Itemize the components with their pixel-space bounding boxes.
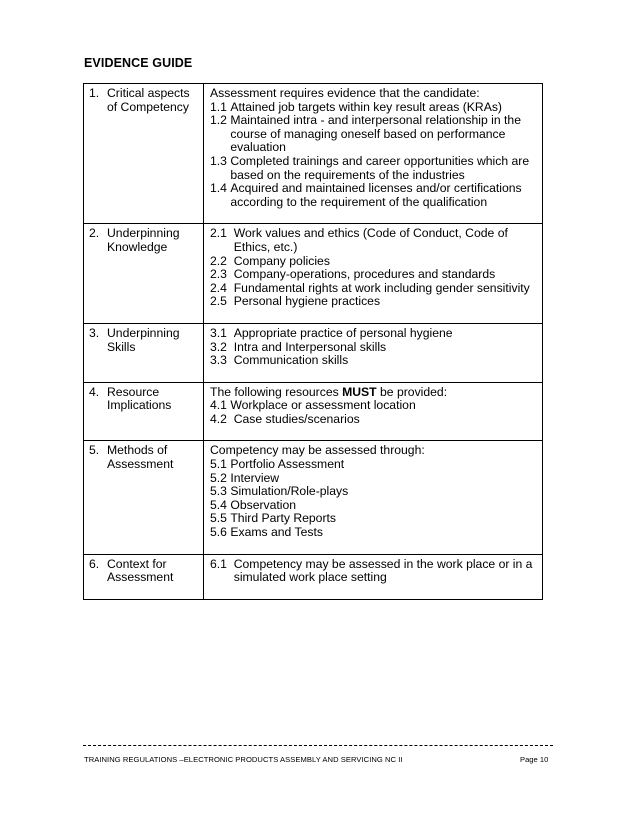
list-item <box>210 295 538 309</box>
list-item <box>210 101 538 115</box>
item-text: Fundamental rights at work including gender sensitivity <box>233 280 530 295</box>
item-number: 2.3 <box>210 267 234 282</box>
section-heading: EVIDENCE GUIDE <box>84 56 193 70</box>
item-number: 1.1 <box>210 99 231 114</box>
item-text: Completed trainings and career opportunities which are based on the requirements of the industries <box>230 153 530 182</box>
row-content-cell <box>204 323 543 382</box>
row-number: 3. <box>89 325 100 340</box>
item-text: Exams and Tests <box>230 525 323 540</box>
item-text: Communication skills <box>233 353 349 368</box>
table-row <box>84 323 543 382</box>
item-number: 2.4 <box>210 280 234 295</box>
row-label: Underpinning Skills <box>107 325 180 354</box>
list-item <box>210 268 538 282</box>
item-text: Intra and Interpersonal skills <box>233 339 387 354</box>
list-item <box>210 182 538 209</box>
row-intro: Competency may be assessed through: <box>210 443 425 458</box>
item-text: Workplace or assessment location <box>230 398 416 413</box>
row-number: 2. <box>89 226 100 241</box>
item-text: Interview <box>230 470 280 485</box>
item-number: 1.2 <box>210 113 231 128</box>
table-row <box>84 224 543 324</box>
item-number: 2.2 <box>210 253 234 268</box>
item-number: 2.1 <box>210 226 234 241</box>
list-item <box>210 282 538 296</box>
intro-emphasis: MUST <box>342 384 377 399</box>
item-text: Simulation/Role-plays <box>230 484 349 499</box>
list-item <box>210 341 538 355</box>
item-number: 4.2 <box>210 411 234 426</box>
item-text: Third Party Reports <box>230 511 337 526</box>
row-label-cell <box>84 323 204 382</box>
item-number: 5.4 <box>210 497 231 512</box>
list-item <box>210 485 538 499</box>
item-number: 4.1 <box>210 398 231 413</box>
row-number: 6. <box>89 556 100 571</box>
item-number: 5.6 <box>210 525 231 540</box>
list-item <box>210 512 538 526</box>
item-number: 5.3 <box>210 484 231 499</box>
list-item <box>210 114 538 155</box>
item-text: Appropriate practice of personal hygiene <box>233 325 453 340</box>
row-label: Methods of Assessment <box>107 443 174 472</box>
item-number: 5.2 <box>210 470 231 485</box>
table-row <box>84 554 543 599</box>
table-row <box>84 441 543 554</box>
list-item <box>210 526 538 540</box>
list-item <box>210 354 538 368</box>
evidence-guide-table <box>83 83 543 600</box>
item-text: Company-operations, procedures and standards <box>233 267 496 282</box>
list-item <box>210 327 538 341</box>
item-text: Competency may be assessed in the work place or in a simulated work place setting <box>233 556 533 585</box>
item-text: Acquired and maintained licenses and/or certifications according to the requirement of the qualification <box>230 181 522 209</box>
list-item <box>210 399 538 413</box>
item-number: 1.3 <box>210 153 231 168</box>
row-content-cell <box>204 84 543 224</box>
row-intro <box>210 386 538 400</box>
item-text: Personal hygiene practices <box>233 294 381 309</box>
item-number: 3.3 <box>210 353 234 368</box>
list-item <box>210 413 538 427</box>
item-text: Portfolio Assessment <box>230 457 345 472</box>
row-label-cell <box>84 224 204 324</box>
item-number: 6.1 <box>210 556 234 571</box>
row-label-cell <box>84 382 204 441</box>
row-number: 5. <box>89 443 100 458</box>
row-label: Resource Implications <box>107 384 172 413</box>
row-content-cell <box>204 224 543 324</box>
item-text: Maintained intra - and interpersonal relationship in the course of managing oneself based on performance evaluation <box>230 113 521 155</box>
row-number: 4. <box>89 384 100 399</box>
item-text: Work values and ethics (Code of Conduct, Code of Ethics, etc.) <box>233 226 508 254</box>
row-label-cell <box>84 84 204 224</box>
row-content-cell <box>204 382 543 441</box>
row-intro: Assessment requires evidence that the candidate: <box>210 86 480 100</box>
item-number: 2.5 <box>210 294 234 309</box>
page-number: Page 10 <box>520 755 549 764</box>
row-label: Underpinning Knowledge <box>107 226 180 254</box>
row-content-cell <box>204 554 543 599</box>
row-label: Context for Assessment <box>107 556 174 585</box>
intro-text: be provided: <box>376 384 448 399</box>
table-row <box>84 382 543 441</box>
list-item <box>210 458 538 472</box>
item-number: 1.4 <box>210 181 231 196</box>
item-number: 3.2 <box>210 339 234 354</box>
list-item <box>210 472 538 486</box>
list-item <box>210 558 538 585</box>
item-number: 3.1 <box>210 325 234 340</box>
intro-text: The following resources <box>210 384 343 399</box>
item-number: 5.1 <box>210 457 231 472</box>
row-label-cell <box>84 441 204 554</box>
footer-title: TRAINING REGULATIONS –ELECTRONIC PRODUCTS ASSEMBLY AND SERVICING NC II <box>84 755 403 764</box>
footer-divider <box>83 745 553 746</box>
row-label: Critical aspects of Competency <box>107 86 190 114</box>
item-text: Company policies <box>233 253 330 268</box>
row-number: 1. <box>89 86 100 100</box>
list-item <box>210 499 538 513</box>
item-text: Attained job targets within key result areas (KRAs) <box>230 99 502 114</box>
list-item <box>210 155 538 182</box>
item-text: Case studies/scenarios <box>233 411 360 426</box>
item-text: Observation <box>230 497 297 512</box>
row-label-cell <box>84 554 204 599</box>
row-content-cell <box>204 441 543 554</box>
list-item <box>210 255 538 269</box>
list-item <box>210 227 538 254</box>
table-row <box>84 84 543 224</box>
item-number: 5.5 <box>210 511 231 526</box>
